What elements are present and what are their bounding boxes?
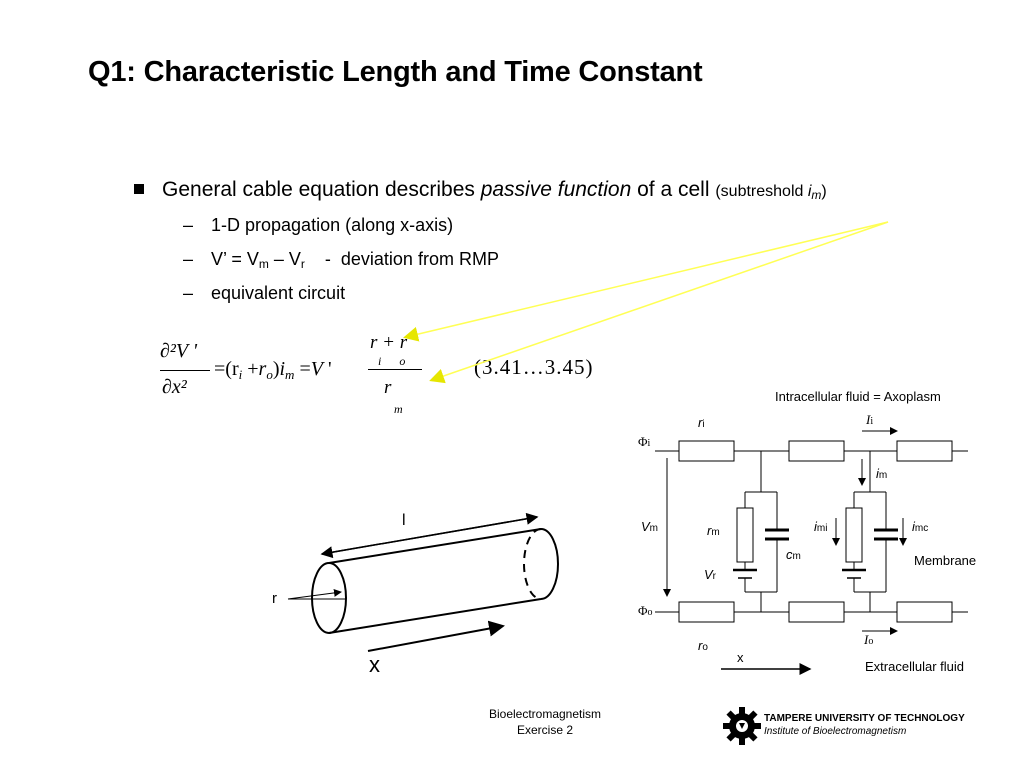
bullet-paren: (subtreshold $i_m$) bbox=[715, 183, 827, 202]
label-x-axis: x bbox=[369, 652, 380, 677]
tut-gear-logo bbox=[723, 707, 761, 745]
resistor-ri-3 bbox=[897, 441, 952, 461]
cylinder-back-arc bbox=[541, 529, 558, 599]
equivalent-circuit bbox=[655, 431, 968, 669]
resistor-ro-2 bbox=[789, 602, 844, 622]
radius-arrow bbox=[288, 592, 341, 599]
label-ro: ro bbox=[698, 638, 708, 653]
resistor-rm-1 bbox=[737, 508, 753, 562]
label-Vr: Vr bbox=[704, 567, 717, 582]
slide-title: Q1: Characteristic Length and Time Constant bbox=[88, 56, 703, 88]
eq-rhs-numerator-subs: i o bbox=[378, 354, 406, 368]
annotation-arrows bbox=[406, 222, 888, 380]
eq-middle: $=(r_i +r_o)i_m =V$ ' bbox=[214, 358, 332, 382]
label-Io: Io bbox=[864, 632, 874, 647]
label-ri: ri bbox=[698, 415, 705, 430]
label-Ii: Ii bbox=[866, 412, 874, 427]
eq-rhs-numerator: r + r bbox=[370, 332, 408, 353]
label-length: l bbox=[402, 512, 406, 529]
label-Vm: Vm bbox=[641, 519, 659, 534]
label-phi-o: Φo bbox=[638, 603, 653, 618]
label-imi: imi bbox=[814, 519, 828, 534]
annotation-arrow-2 bbox=[432, 222, 888, 380]
label-imc: imc bbox=[912, 519, 929, 534]
resistor-ro-1 bbox=[679, 602, 734, 622]
resistor-rm-2 bbox=[846, 508, 862, 562]
eq-rhs-denominator: r bbox=[384, 377, 392, 398]
resistor-ri-1 bbox=[679, 441, 734, 461]
eq-lhs-denominator: ∂x² bbox=[162, 376, 187, 398]
x-axis-arrow bbox=[368, 626, 503, 651]
footer-university: TAMPERE UNIVERSITY OF TECHNOLOGY Institute of Bioelectromagnetism bbox=[764, 713, 965, 737]
cable-cylinder bbox=[288, 517, 558, 651]
footer-course: Bioelectromagnetism Exercise 2 bbox=[488, 707, 602, 737]
subbullet-propagation: – 1-D propagation (along x-axis) bbox=[183, 215, 454, 235]
label-phi-i: Φi bbox=[638, 434, 651, 449]
bullet-text-after: of a cell bbox=[631, 178, 716, 201]
label-im: im bbox=[876, 466, 888, 481]
bullet-emphasis: passive function bbox=[480, 178, 632, 201]
label-radius: r bbox=[272, 590, 277, 607]
subbullet-deviation: – V’ = $V_m - V_r$ - deviation from RMP bbox=[183, 249, 499, 271]
cylinder-bottom-edge bbox=[329, 599, 541, 633]
label-rm: rm bbox=[707, 523, 720, 538]
equation-reference: (3.41…3.45) bbox=[474, 355, 594, 379]
label-extracellular: Extracellular fluid bbox=[865, 659, 964, 674]
bullet-text-before: General cable equation describes bbox=[162, 178, 481, 201]
cylinder-front-face bbox=[312, 563, 346, 633]
eq-rhs-denominator-sub: m bbox=[394, 402, 403, 416]
resistor-ri-2 bbox=[789, 441, 844, 461]
eq-lhs-numerator: ∂²V ' bbox=[160, 340, 198, 362]
resistor-ro-3 bbox=[897, 602, 952, 622]
label-circuit-x: x bbox=[737, 650, 744, 665]
annotation-arrow-1 bbox=[406, 222, 888, 337]
label-membrane: Membrane bbox=[914, 553, 977, 568]
cylinder-back-hidden-arc bbox=[524, 529, 541, 599]
label-intracellular: Intracellular fluid = Axoplasm bbox=[775, 389, 941, 404]
label-cm: cm bbox=[786, 547, 801, 562]
subbullet-equivalent-circuit: – equivalent circuit bbox=[183, 283, 346, 303]
